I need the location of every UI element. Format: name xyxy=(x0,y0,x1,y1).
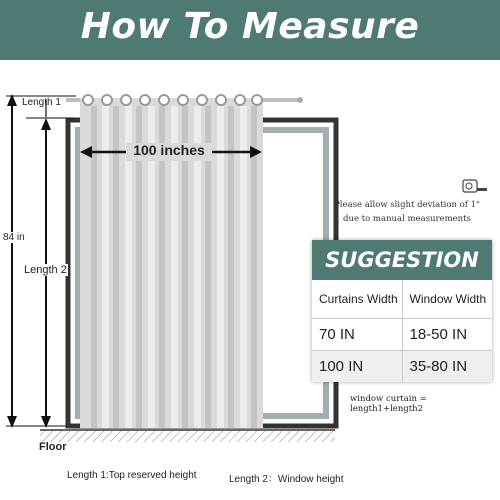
legend-length2: Length 2：Window height xyxy=(229,474,344,485)
page-title: How To Measure xyxy=(80,6,420,47)
table-row xyxy=(312,318,492,350)
header-banner xyxy=(0,0,500,60)
cell-window-width: 35-80 IN xyxy=(409,358,468,375)
floor-label: Floor xyxy=(39,441,67,453)
suggestion-table xyxy=(312,280,492,382)
deviation-note-line1: Please allow slight deviation of 1" xyxy=(334,200,480,210)
cell-curtain-width: 100 IN xyxy=(312,351,403,382)
suggestion-title: SUGGESTION xyxy=(312,240,492,280)
length2-label: Length 2 xyxy=(24,264,67,276)
table-header-row xyxy=(312,280,492,318)
suggestion-card xyxy=(312,240,492,382)
legend-length1: Length 1:Top reserved height xyxy=(67,470,197,481)
total-height-label: 84 in xyxy=(3,232,25,243)
length1-label: Length 1 xyxy=(22,97,61,108)
deviation-note-line2: due to manual measurements xyxy=(343,214,471,224)
floor-hatch xyxy=(40,431,335,442)
tape-measure-icon xyxy=(463,180,487,192)
header-curtains-width: Curtains Width xyxy=(312,280,403,318)
header-window-width: Window Width xyxy=(409,292,487,306)
formula-text: window curtain = length1+length2 xyxy=(350,394,427,414)
cell-window-width: 18-50 IN xyxy=(409,326,468,343)
table-row xyxy=(312,350,492,382)
rod-finial xyxy=(297,97,303,103)
width-label: 100 inches xyxy=(133,142,205,158)
cell-curtain-width: 70 IN xyxy=(312,319,403,350)
